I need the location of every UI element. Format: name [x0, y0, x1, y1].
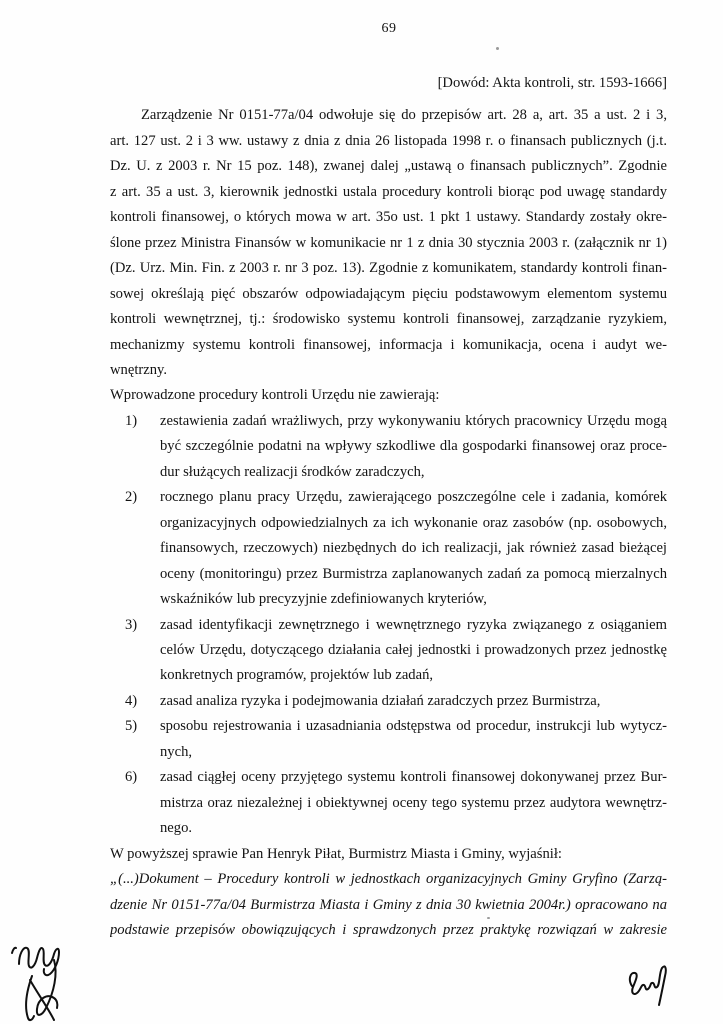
text-line: zasad ciągłej oceny przyjętego systemu kontroli finansowej dokonywanej przez Bur- [160, 769, 667, 786]
list-item-number: 1) [125, 412, 138, 429]
text-line: być szczególnie podatni na wpływy szkodliwe dla gospodarki finansowej oraz proce- [160, 438, 667, 455]
text-line: art. 127 ust. 2 i 3 ww. ustawy z dnia z dnia 26 listopada 1998 r. o finansach publicznych (j.t. [110, 132, 667, 149]
text-line: z art. 35 a ust. 3, kierownik jednostki ustala procedury kontroli biorąc pod uwagę standardy [110, 183, 667, 200]
text-line: organizacyjnych odpowiedzialnych za ich wykonanie oraz zasobów (np. osobowych, [160, 514, 667, 531]
text-line: celów Urzędu, dotyczącego działania całej jednostki i prowadzonych przez jednostkę [160, 641, 667, 658]
list-item-number: 5) [125, 718, 138, 735]
numbered-list [110, 409, 667, 842]
paragraph-legal-basis [110, 103, 667, 383]
text-line: zestawienia zadań wrażliwych, przy wykonywaniu których pracownicy Urzędu mogą [160, 412, 667, 429]
signature-right [618, 958, 680, 1014]
list-item-number: 6) [125, 769, 138, 786]
handwritten-initials-icon [2, 936, 110, 1024]
text-line: Zarządzenie Nr 0151-77a/04 odwołuje się do przepisów art. 28 a, art. 35 a ust. 2 i 3, [141, 107, 667, 124]
text-line: zasad analiza ryzyka i podejmowania działań zaradczych przez Burmistrza, [160, 692, 601, 709]
text-line: sowej określają pięć obszarów odpowiadającym pięciu podstawowym elementom systemu [110, 285, 667, 302]
signature-left [2, 936, 110, 1024]
list-item-number: 3) [125, 616, 138, 633]
list-item-number: 4) [125, 692, 138, 709]
text-line: mistrza oraz niezależnej i obiektywnej oceny tego systemu przez audytora wewnętrz- [160, 794, 667, 811]
intro-line: Wprowadzone procedury kontroli Urzędu nie zawierają: [110, 387, 440, 404]
text-line: finansowych, rzeczowych) niezbędnych do ich realizacji, jak również zasad bieżącej [160, 540, 667, 557]
page-number: 69 [381, 21, 397, 36]
text-line: konkretnych programów, projektów lub zadań, [160, 667, 434, 684]
text-line: zasad identyfikacji zewnętrznego i wewnętrznego ryzyka związanego z osiąganiem [160, 616, 667, 633]
handwritten-initials-icon [618, 958, 680, 1014]
text-line: wskaźników lub precyzyjnie zdefiniowanych kryteriów, [160, 591, 487, 608]
text-line: nych, [160, 743, 193, 760]
text-line: Dz. U. z 2003 r. Nr 15 poz. 148), zwanej dalej „ustawą o finansach publicznych”. Zgodnie [110, 158, 667, 175]
list-item [110, 689, 667, 714]
text-line: oceny (monitoringu) przez Burmistrza zaplanowanych zadań za pomocą mierzalnych [160, 565, 667, 582]
text-line: (Dz. Urz. Min. Fin. z 2003 r. nr 3 poz. 13). Zgodnie z komunikatem, standardy kontroli finan- [110, 260, 667, 277]
text-line: dzenie Nr 0151-77a/04 Burmistrza Miasta i Gminy z dnia 30 kwietnia 2004r.) opracowano na [110, 896, 667, 913]
text-line: sposobu rejestrowania i uzasadniania odstępstwa od procedur, instrukcji lub wytycz- [160, 718, 667, 735]
text-line: dur służących realizacji środków zaradczych, [160, 463, 425, 480]
text-line: kontroli wewnętrznej, tj.: środowisko systemu kontroli finansowej, zarządzanie ryzykiem, [110, 311, 667, 328]
list-item [110, 765, 667, 841]
list-item [110, 409, 667, 485]
text-line: podstawie przepisów obowiązujących i sprawdzonych przez praktykę rozwiązań w zakresie [110, 921, 667, 938]
list-item [110, 613, 667, 689]
list-item-number: 2) [125, 489, 138, 506]
evidence-reference: [Dowód: Akta kontroli, str. 1593-1666] [437, 75, 667, 91]
text-line: „(...)Dokument – Procedury kontroli w jednostkach organizacyjnych Gminy Gryfino (Zarzą- [110, 871, 667, 888]
text-line: nego. [160, 820, 193, 837]
quoted-statement [110, 867, 667, 943]
closing-line: W powyższej sprawie Pan Henryk Piłat, Burmistrz Miasta i Gminy, wyjaśnił: [110, 845, 562, 862]
text-line: wnętrzny. [110, 361, 167, 378]
scan-speck [487, 917, 490, 919]
text-line: mechanizmy systemu kontroli finansowej, informacja i komunikacja, ocena i audyt we- [110, 336, 667, 353]
list-item [110, 485, 667, 612]
text-line: ślone przez Ministra Finansów w komunikacie nr 1 z dnia 30 stycznia 2003 r. (załącznik nr 1) [110, 234, 667, 251]
list-item [110, 714, 667, 765]
text-line: kontroli finansowej, o których mowa w art. 35o ust. 1 pkt 1 ustawy. Standardy zostały okre- [110, 209, 667, 226]
document-body [110, 71, 667, 943]
scan-speck [496, 47, 499, 50]
text-line: rocznego planu pracy Urzędu, zawierającego poszczególne cele i zadania, komórek [160, 489, 667, 506]
